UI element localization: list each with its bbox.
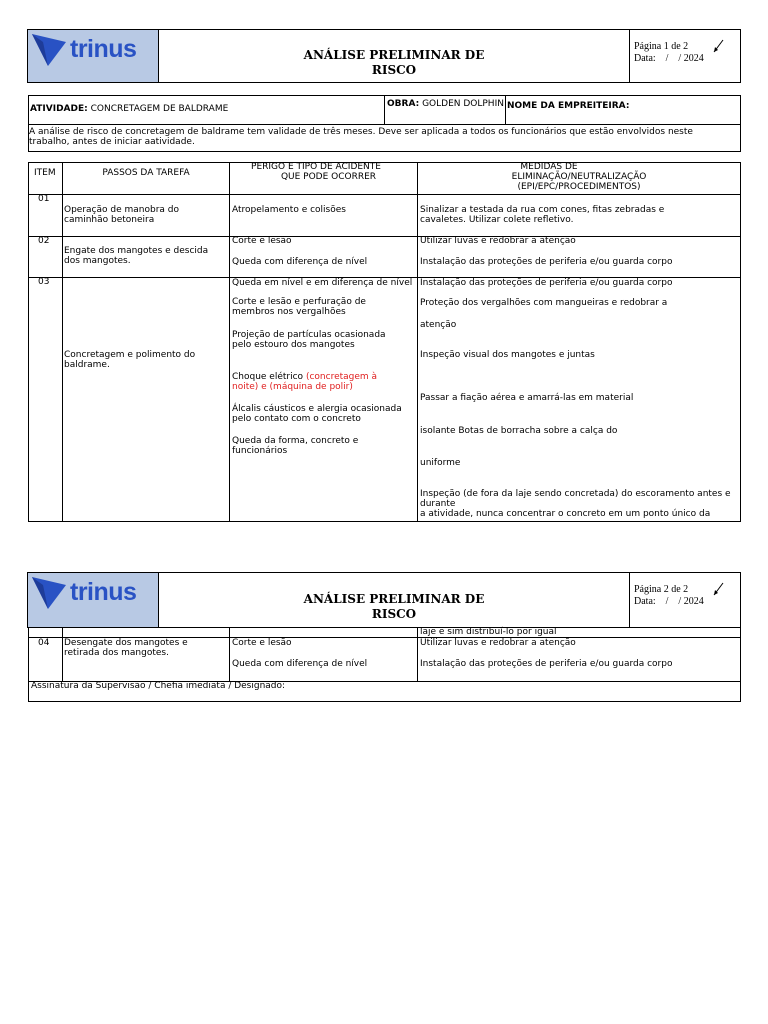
row2-item: 02 bbox=[38, 236, 50, 246]
info-section bbox=[28, 95, 741, 152]
row4-perigo-b: Queda com diferença de nível bbox=[232, 659, 368, 669]
row3-medida-b1: Proteção dos vergalhões com mangueiras e redobrar a bbox=[420, 298, 668, 308]
row4-perigo-a: Corte e lesão bbox=[232, 638, 292, 648]
row3-medida-e-cont: laje e sim distribuí-lo por igual bbox=[420, 627, 557, 637]
row3-perigo-c: Projeção de partículas ocasionada pelo estouro dos mangotes bbox=[232, 330, 386, 350]
row2-medida-a: Utilizar luvas e redobrar a atenção bbox=[420, 236, 576, 246]
row2-perigo-a: Corte e lesão bbox=[232, 236, 292, 246]
row3-medida-d2: isolante Botas de borracha sobre a calça do bbox=[420, 426, 618, 436]
date-field: Data: / / 2024 bbox=[634, 596, 704, 607]
document-title: ANÁLISE PRELIMINAR DE RISCO bbox=[303, 48, 485, 77]
signature-line: Assinatura da Supervisão / Chefia imediata / Designado: bbox=[31, 681, 286, 691]
row3-medida-c: Inspeção visual dos mangotes e juntas bbox=[420, 350, 595, 360]
risk-table-continued bbox=[28, 627, 741, 702]
page-number: 2 bbox=[663, 584, 669, 595]
row2-perigo-b: Queda com diferença de nível bbox=[232, 257, 368, 267]
trinus-logo-icon bbox=[31, 33, 67, 67]
row3-perigo-f: Queda da forma, concreto e funcionários bbox=[232, 436, 359, 456]
row2-passo: Engate dos mangotes e descida dos mangotes. bbox=[64, 246, 209, 266]
row2-medida-b: Instalação das proteções de periferia e/ou guarda corpo bbox=[420, 257, 673, 267]
page-info: Página 1 de 2 Data: / / 2024 bbox=[634, 41, 738, 65]
company-logo-page2 bbox=[28, 573, 159, 627]
row3-medida-a: Instalação das proteções de periferia e/ou guarda corpo bbox=[420, 278, 673, 288]
row3-item: 03 bbox=[38, 277, 50, 287]
empreiteira-field: NOME DA EMPREITEIRA: bbox=[507, 101, 630, 111]
row3-medida-d3: uniforme bbox=[420, 458, 461, 468]
document-title-page2: ANÁLISE PRELIMINAR DE RISCO bbox=[303, 592, 485, 621]
obra-field: OBRA: GOLDEN DOLPHIN bbox=[387, 99, 504, 109]
row3-perigo-d: Choque elétrico (concretagem à noite) e (máquina de polir) bbox=[232, 372, 378, 392]
page1-header bbox=[27, 29, 741, 83]
activity-field: ATIVIDADE: CONCRETAGEM DE BALDRAME bbox=[30, 104, 229, 114]
page-number: 1 bbox=[663, 41, 669, 52]
col-header-item: ITEM bbox=[34, 168, 56, 178]
row1-item: 01 bbox=[38, 194, 50, 204]
row4-passo: Desengate dos mangotes e retirada dos mangotes. bbox=[64, 638, 188, 658]
col-header-passos: PASSOS DA TAREFA bbox=[102, 168, 190, 178]
row3-perigo-e: Álcalis cáusticos e alergia ocasionada pelo contato com o concreto bbox=[232, 404, 402, 424]
row4-medida-b: Instalação das proteções de periferia e/ou guarda corpo bbox=[420, 659, 673, 669]
validity-note: A análise de risco de concretagem de baldrame tem validade de três meses. Deve ser aplicada a todos os funcionários que estão envolvidos neste trabalho, antes de iniciar aatividade. bbox=[29, 127, 693, 147]
checkmark-icon bbox=[713, 39, 725, 53]
logo-text: trinus bbox=[70, 35, 137, 63]
page-info-page2: Página 2 de 2 Data: / / 2024 bbox=[634, 584, 738, 608]
col-header-perigo: PERIGO E TIPO DE ACIDENTE QUE PODE OCORRER bbox=[251, 162, 381, 182]
row3-passo: Concretagem e polimento do baldrame. bbox=[64, 350, 196, 370]
row3-medida-e: Inspeção (de fora da laje sendo concretada) do escoramento antes e durante a atividade, nunca concentrar o concreto em um ponto único da bbox=[420, 489, 731, 519]
page2-header bbox=[27, 572, 741, 628]
date-field: Data: / / 2024 bbox=[634, 53, 704, 64]
row3-medida-b2: atenção bbox=[420, 320, 457, 330]
trinus-logo-icon bbox=[31, 576, 67, 610]
logo-text: trinus bbox=[70, 578, 137, 606]
row3-perigo-b: Corte e lesão e perfuração de membros nos vergalhões bbox=[232, 297, 366, 317]
row4-medida-a: Utilizar luvas e redobrar a atenção bbox=[420, 638, 576, 648]
row4-item: 04 bbox=[38, 638, 50, 648]
company-logo bbox=[28, 30, 159, 82]
row3-medida-d1: Passar a fiação aérea e amarrá-las em material bbox=[420, 393, 634, 403]
row1-passo: Operação de manobra do caminhão betoneira bbox=[64, 205, 179, 225]
col-header-medidas: MEDIDAS DE ELIMINAÇÃO/NEUTRALIZAÇÃO (EPI/EPC/PROCEDIMENTOS) bbox=[511, 162, 647, 192]
checkmark-icon bbox=[713, 582, 725, 596]
row3-perigo-a: Queda em nível e em diferença de nível bbox=[232, 278, 413, 288]
row1-medida: Sinalizar a testada da rua com cones, fitas zebradas e cavaletes. Utilizar colete refletivo. bbox=[420, 205, 665, 225]
risk-table bbox=[28, 162, 741, 522]
row1-perigo: Atropelamento e colisões bbox=[232, 205, 346, 215]
